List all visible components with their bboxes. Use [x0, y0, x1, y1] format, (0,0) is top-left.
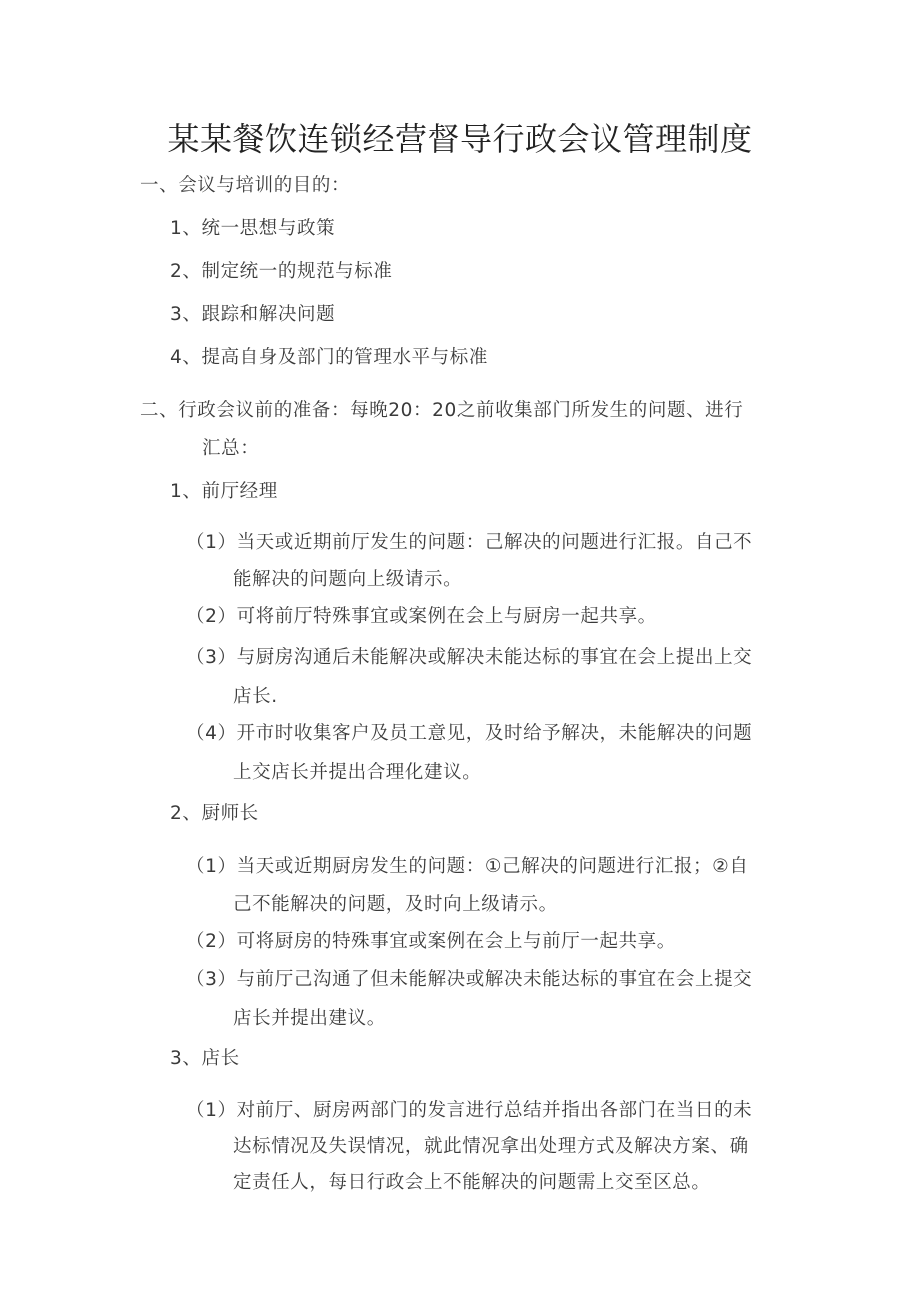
subsection-label: 2、厨师长	[170, 803, 259, 824]
paragraph-line: 店长.	[233, 686, 278, 707]
paragraph-line: 店长并提出建议。	[233, 1008, 386, 1029]
section-1-item: 2、制定统一的规范与标准	[170, 261, 393, 282]
paragraph-line: （2）可将厨房的特殊事宜或案例在会上与前厅一起共享。	[186, 931, 676, 952]
paragraph-line: 能解决的问题向上级请示。	[233, 569, 463, 590]
section-1-item: 1、统一思想与政策	[170, 218, 336, 239]
document-title: 某某餐饮连锁经营督导行政会议管理制度	[167, 120, 753, 158]
paragraph-line: （1）对前厅、厨房两部门的发言进行总结并指出各部门在当日的未	[186, 1100, 753, 1121]
paragraph-line: （3）与厨房沟通后未能解决或解决未能达标的事宜在会上提出上交	[186, 647, 753, 668]
section-2-heading-cont: 汇总：	[202, 438, 260, 459]
paragraph-line: （2）可将前厅特殊事宜或案例在会上与厨房一起共享。	[186, 606, 657, 627]
paragraph-line: 己不能解决的问题，及时向上级请示。	[233, 894, 558, 915]
section-2-heading: 二、行政会议前的准备：每晚20：20之前收集部门所发生的问题、进行	[140, 400, 744, 421]
paragraph-line: （1）当天或近期厨房发生的问题：①己解决的问题进行汇报；②自	[186, 856, 749, 877]
section-1-heading: 一、会议与培训的目的：	[140, 175, 351, 196]
paragraph-line: （3）与前厅己沟通了但未能解决或解决未能达标的事宜在会上提交	[186, 969, 753, 990]
paragraph-line: 上交店长并提出合理化建议。	[233, 762, 482, 783]
paragraph-line: （4）开市时收集客户及员工意见，及时给予解决，未能解决的问题	[186, 723, 753, 744]
section-1-item: 4、提高自身及部门的管理水平与标准	[170, 347, 488, 368]
paragraph-line: （1）当天或近期前厅发生的问题：己解决的问题进行汇报。自己不	[186, 532, 753, 553]
section-1-item: 3、跟踪和解决问题	[170, 304, 336, 325]
subsection-label: 3、店长	[170, 1048, 240, 1069]
subsection-label: 1、前厅经理	[170, 481, 278, 502]
paragraph-line: 达标情况及失误情况，就此情况拿出处理方式及解决方案、确	[233, 1136, 749, 1157]
paragraph-line: 定责任人，每日行政会上不能解决的问题需上交至区总。	[233, 1172, 711, 1193]
